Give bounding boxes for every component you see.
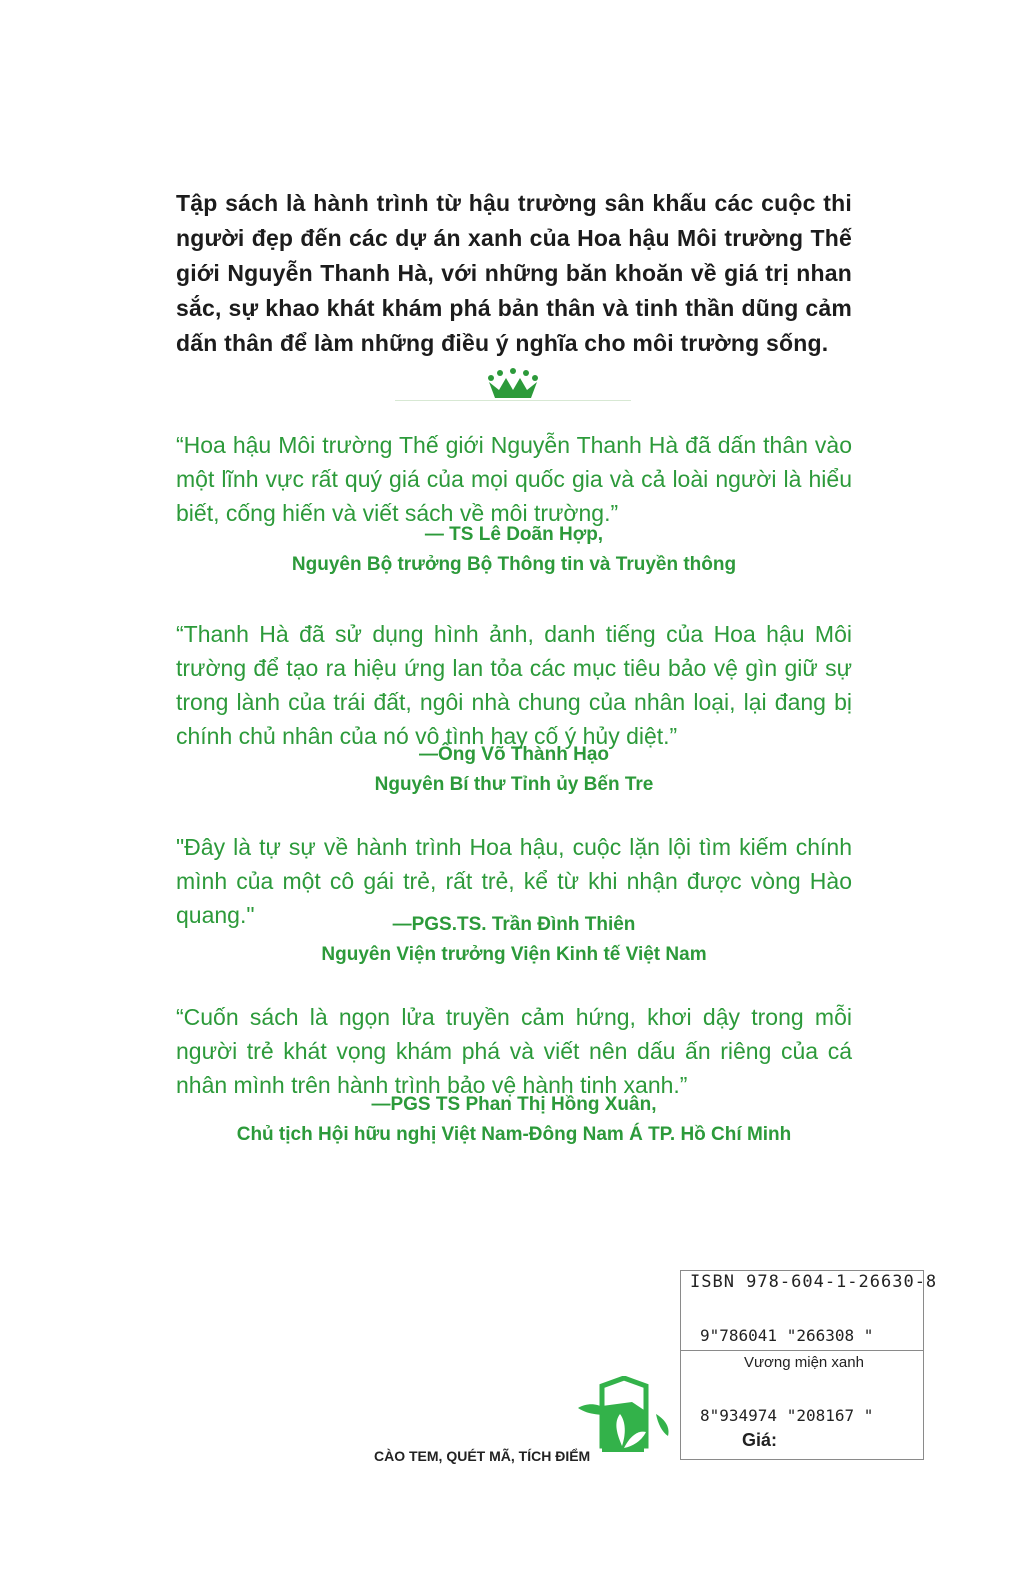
footer-text: CÀO TEM, QUÉT MÃ, TÍCH ĐIỂM [374,1448,591,1464]
barcode-number: 9"786041 "266308 " [700,1326,874,1345]
isbn-divider [681,1350,923,1351]
crown-icon [485,368,541,400]
book-title-label: Vương miện xanh [744,1354,864,1371]
quote-author: —PGS.TS. Trần Đình Thiên [392,914,636,935]
quote-text: “Thanh Hà đã sử dụng hình ảnh, danh tiếng của Hoa hậu Môi trường để tạo ra hiệu ứng lan tỏa các mục tiêu bảo vệ gìn giữ sự trong lành của trái đất, ngôi nhà chung của nhân loại, lại đang bị chính chủ nhân của nó vô tình hay cố ý hủy diệt.” [176,621,852,749]
isbn-label: ISBN 978-604-1-26630-8 [690,1272,938,1292]
quote-author-title: Nguyên Bí thư Tỉnh ủy Bến Tre [374,774,654,795]
divider-line [395,400,631,401]
barcode-number: 8"934974 "208167 " [700,1406,874,1425]
quote-text: "Đây là tự sự về hành trình Hoa hậu, cuộc lặn lội tìm kiếm chính mình của một cô gái trẻ, rất trẻ, kể từ khi nhận được vòng Hào quang." [176,834,852,928]
quote-author-title: Chủ tịch Hội hữu nghị Việt Nam-Đông Nam Á TP. Hồ Chí Minh [236,1124,792,1145]
intro-paragraph: Tập sách là hành trình từ hậu trường sân khấu các cuộc thi người đẹp đến các dự án xanh của Hoa hậu Môi trường Thế giới Nguyễn Thanh Hà, với những băn khoăn về giá trị nhan sắc, sự khao khát khám phá bản thân và tinh thần dũng cảm dấn thân để làm những điều ý nghĩa cho môi trường sống. [176,190,852,356]
quote-author: —Ông Võ Thành Hạo [419,744,609,765]
quote-author-title: Nguyên Bộ trưởng Bộ Thông tin và Truyền thông [291,554,737,575]
quote-author: — TS Lê Doãn Hợp, [424,524,604,545]
quote-text: “Hoa hậu Môi trường Thế giới Nguyễn Thanh Hà đã dấn thân vào một lĩnh vực rất quý giá của mọi quốc gia và cả loài người là hiểu biết, cống hiến và viết sách về môi trường.” [176,432,852,526]
quote-author: —PGS TS Phan Thị Hồng Xuân, [371,1094,657,1115]
price-label: Giá: [742,1430,778,1450]
quote-text: “Cuốn sách là ngọn lửa truyền cảm hứng, khơi dậy trong mỗi người trẻ khát vọng khám phá và viết nên dấu ấn riêng của cá nhân mình trên hành trình bảo vệ hành tinh xanh.” [176,1004,852,1098]
quote-author-title: Nguyên Viện trưởng Viện Kinh tế Việt Nam [321,944,707,965]
